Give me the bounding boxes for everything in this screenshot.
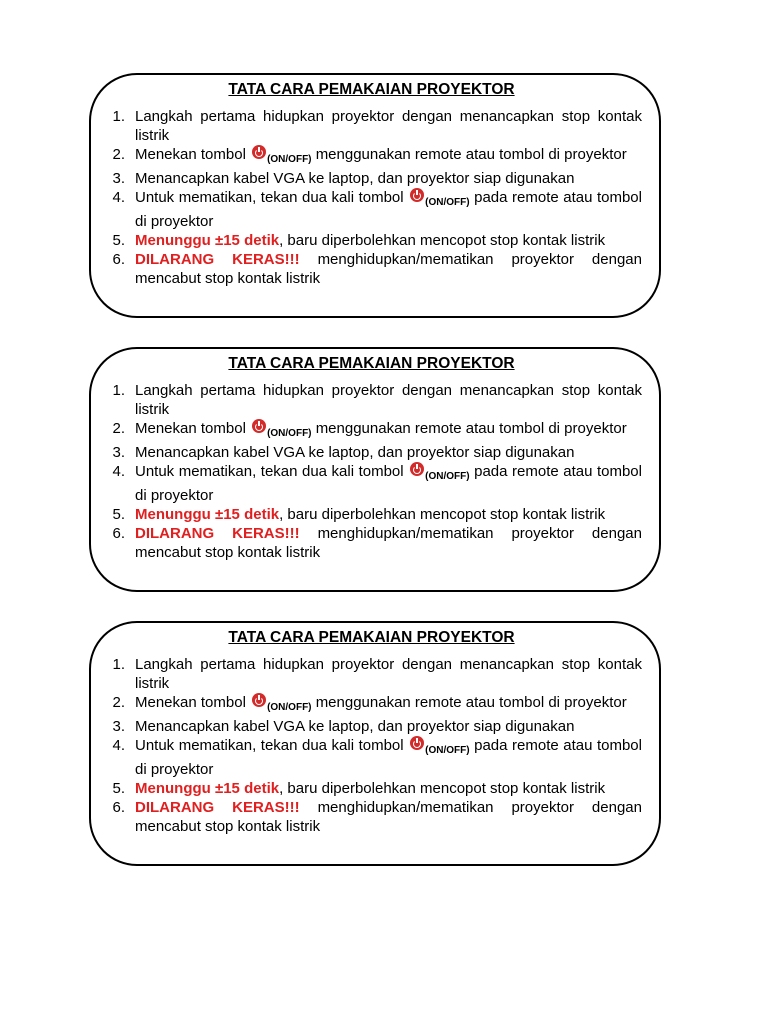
steps-list [101, 655, 642, 836]
step-text: DILARANG KERAS!!! menghidupkan/mematikan proyektor dengan mencabut stop kontak listrik [135, 799, 642, 835]
power-icon [252, 693, 266, 707]
warning-text: DILARANG KERAS!!! [135, 799, 300, 816]
warning-text: DILARANG KERAS!!! [135, 525, 300, 542]
step-number: 6. [112, 525, 125, 542]
step-text: Menunggu ±15 detik, baru diperbolehkan mencopot stop kontak listrik [135, 506, 606, 523]
warning-text: DILARANG KERAS!!! [135, 251, 300, 268]
step-text: Untuk mematikan, tekan dua kali tombol $_{(ON/OFF)}$ pada remote atau tombol di proyektor [135, 737, 642, 778]
warning-text: Menunggu ±15 detik [135, 506, 280, 523]
power-button-symbol [408, 188, 469, 212]
power-icon [410, 462, 424, 476]
power-button-symbol [408, 736, 469, 760]
power-label: (ON/OFF) [425, 197, 470, 208]
step-number: 1. [112, 108, 125, 125]
card-title: TATA CARA PEMAKAIAN PROYEKTOR [228, 81, 515, 98]
list-item [101, 231, 642, 250]
power-label: (ON/OFF) [267, 702, 312, 713]
list-item [101, 188, 642, 231]
step-text: Menunggu ±15 detik, baru diperbolehkan mencopot stop kontak listrik [135, 232, 606, 249]
warning-text: Menunggu ±15 detik [135, 780, 280, 797]
power-button-symbol [408, 462, 469, 486]
step-number: 3. [112, 170, 125, 187]
step-number: 3. [112, 444, 125, 461]
step-number: 2. [112, 420, 125, 437]
power-label: (ON/OFF) [267, 428, 312, 439]
list-item [101, 107, 642, 145]
step-text: Menancapkan kabel VGA ke laptop, dan proyektor siap digunakan [135, 170, 575, 187]
list-item [101, 505, 642, 524]
power-icon [410, 188, 424, 202]
power-button-symbol [250, 693, 311, 717]
step-text: Menunggu ±15 detik, baru diperbolehkan mencopot stop kontak listrik [135, 780, 606, 797]
step-text: Menekan tombol $_{(ON/OFF)}$ menggunakan remote atau tombol di proyektor [135, 693, 642, 717]
step-text: Menekan tombol $_{(ON/OFF)}$ menggunakan remote atau tombol di proyektor [135, 419, 642, 443]
step-number: 6. [112, 799, 125, 816]
step-number: 1. [112, 656, 125, 673]
step-text: Untuk mematikan, tekan dua kali tombol $_{(ON/OFF)}$ pada remote atau tombol di proyektor [135, 463, 642, 504]
instruction-card-1 [89, 73, 661, 318]
step-number: 4. [112, 463, 125, 480]
step-number: 5. [112, 780, 125, 797]
list-item [101, 145, 642, 169]
card-title: TATA CARA PEMAKAIAN PROYEKTOR [228, 355, 515, 372]
instruction-card-2 [89, 347, 661, 592]
step-text: Untuk mematikan, tekan dua kali tombol $_{(ON/OFF)}$ pada remote atau tombol di proyektor [135, 189, 642, 230]
list-item [101, 419, 642, 443]
step-text: DILARANG KERAS!!! menghidupkan/mematikan proyektor dengan mencabut stop kontak listrik [135, 251, 642, 287]
power-label: (ON/OFF) [267, 154, 312, 165]
list-item [101, 693, 642, 717]
steps-list [101, 107, 642, 288]
step-number: 3. [112, 718, 125, 735]
list-item [101, 736, 642, 779]
step-number: 4. [112, 189, 125, 206]
list-item [101, 169, 642, 188]
power-icon [252, 419, 266, 433]
step-text: DILARANG KERAS!!! menghidupkan/mematikan proyektor dengan mencabut stop kontak listrik [135, 525, 642, 561]
step-text: Langkah pertama hidupkan proyektor dengan menancapkan stop kontak listrik [135, 656, 642, 692]
list-item [101, 381, 642, 419]
power-icon [410, 736, 424, 750]
list-item [101, 443, 642, 462]
step-number: 2. [112, 694, 125, 711]
step-text: Menancapkan kabel VGA ke laptop, dan proyektor siap digunakan [135, 444, 575, 461]
power-button-symbol [250, 419, 311, 443]
list-item [101, 655, 642, 693]
instruction-card-3 [89, 621, 661, 866]
list-item [101, 779, 642, 798]
warning-text: Menunggu ±15 detik [135, 232, 280, 249]
step-number: 5. [112, 232, 125, 249]
step-number: 4. [112, 737, 125, 754]
list-item [101, 798, 642, 836]
power-label: (ON/OFF) [425, 471, 470, 482]
step-text: Menancapkan kabel VGA ke laptop, dan proyektor siap digunakan [135, 718, 575, 735]
steps-list [101, 381, 642, 562]
step-number: 5. [112, 506, 125, 523]
step-number: 2. [112, 146, 125, 163]
step-text: Langkah pertama hidupkan proyektor dengan menancapkan stop kontak listrik [135, 382, 642, 418]
list-item [101, 462, 642, 505]
power-button-symbol [250, 145, 311, 169]
list-item [101, 717, 642, 736]
list-item [101, 250, 642, 288]
power-label: (ON/OFF) [425, 745, 470, 756]
step-number: 1. [112, 382, 125, 399]
list-item [101, 524, 642, 562]
step-text: Menekan tombol $_{(ON/OFF)}$ menggunakan remote atau tombol di proyektor [135, 145, 642, 169]
step-number: 6. [112, 251, 125, 268]
card-title: TATA CARA PEMAKAIAN PROYEKTOR [228, 629, 515, 646]
step-text: Langkah pertama hidupkan proyektor dengan menancapkan stop kontak listrik [135, 108, 642, 144]
power-icon [252, 145, 266, 159]
